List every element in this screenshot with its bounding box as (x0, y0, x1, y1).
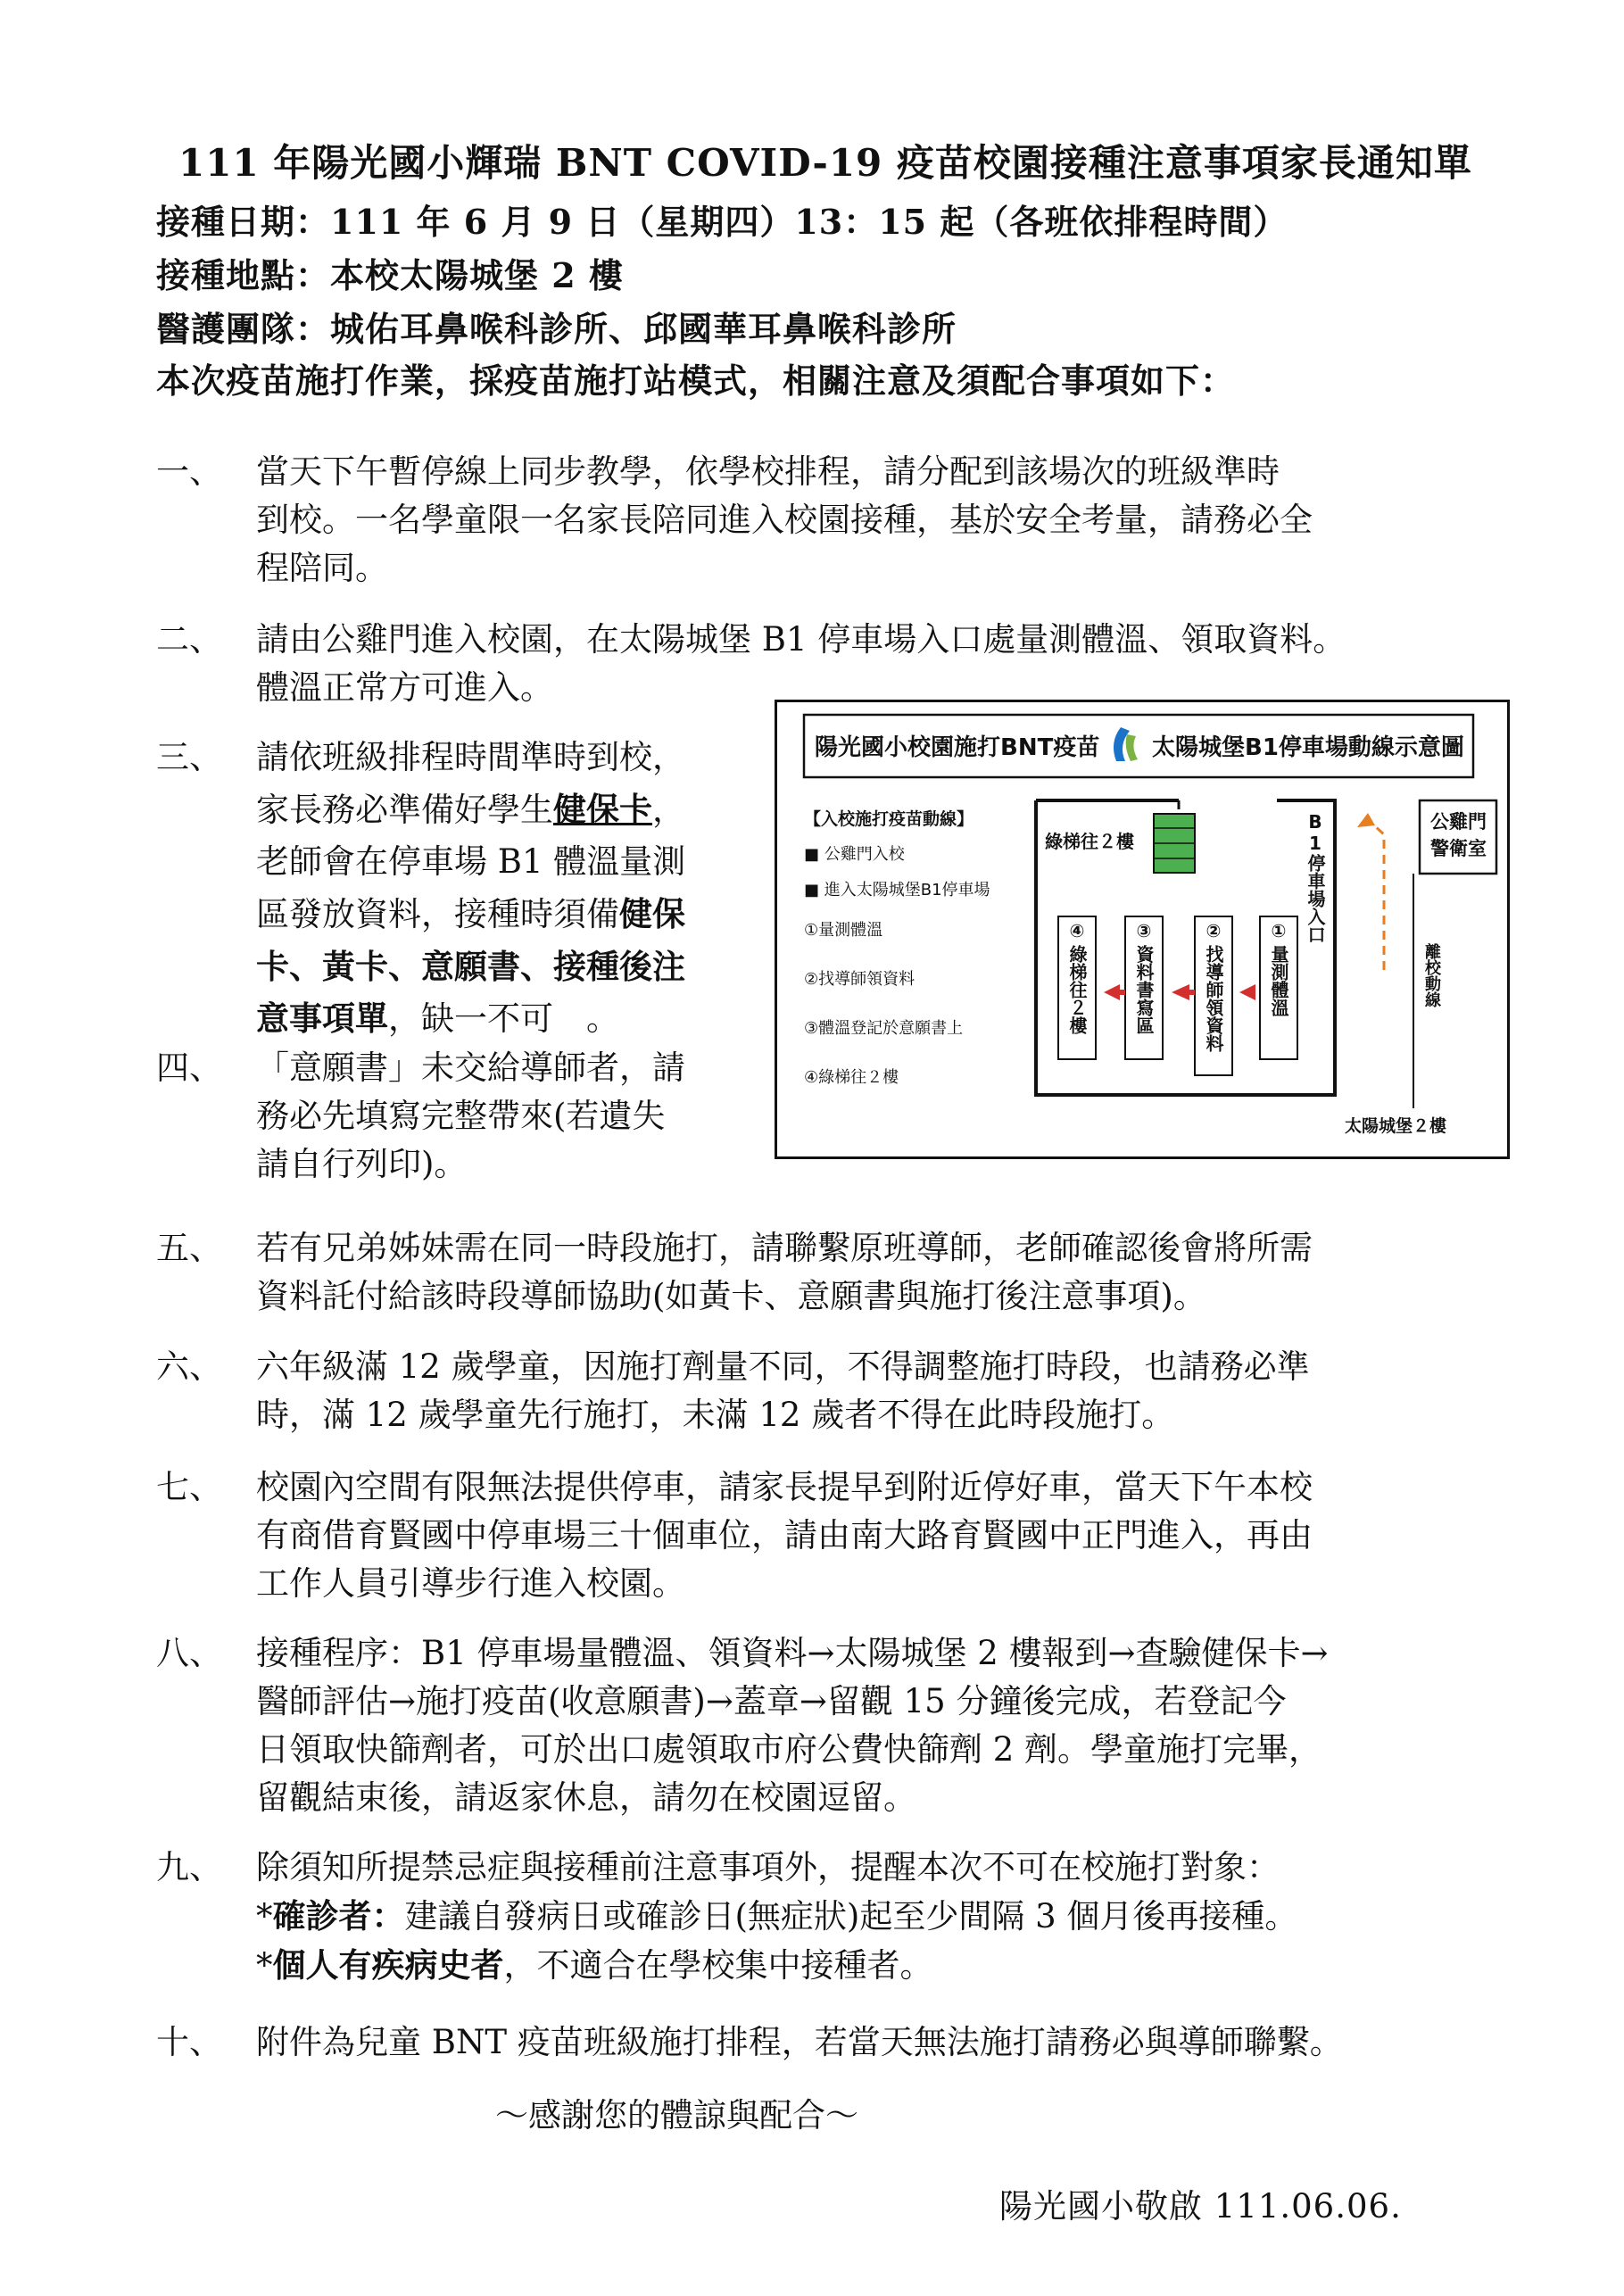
legend-item: ①量測體溫 (804, 921, 883, 940)
thanks-line: ～感謝您的體諒與配合～ (495, 2096, 858, 2134)
item-text: 務必先填寫完整帶來(若遺失 (256, 1097, 666, 1135)
item-text: *個人有疾病史者，不適合在學校集中接種者。 (256, 1945, 933, 1985)
item-text: 請依班級排程時間準時到校， (256, 738, 685, 776)
item-text: 接種程序：B1 停車場量體溫、領資料→太陽城堡 2 樓報到→查驗健保卡→ (256, 1634, 1329, 1672)
item-number: 七、 (156, 1468, 222, 1506)
parking-route-diagram (775, 700, 1510, 1159)
item-number: 二、 (156, 620, 222, 659)
intro-line: 本次疫苗施打作業，採疫苗施打站模式，相關注意及須配合事項如下： (156, 361, 1236, 401)
station-3-label: 資料書寫區 (1133, 945, 1155, 1034)
item-text: 家長務必準備好學生健保卡， (256, 790, 685, 829)
station-4-number: ④ (1066, 920, 1088, 941)
health-card-emphasis: 健保卡 (553, 790, 652, 829)
diagram-title-left: 陽光國小校園施打BNT疫苗 (815, 734, 1100, 761)
item-number: 五、 (156, 1229, 222, 1267)
item-number: 一、 (156, 452, 222, 491)
item-text: 校園內空間有限無法提供停車，請家長提早到附近停好車，當天下午本校 (256, 1468, 1313, 1506)
item-text: 除須知所提禁忌症與接種前注意事項外，提醒本次不可在校施打對象： (256, 1848, 1280, 1886)
station-2-label: 找導師領資料 (1203, 945, 1224, 1052)
item-text: 當天下午暫停線上同步教學，依學校排程，請分配到該場次的班級準時 (256, 452, 1280, 491)
castle-2f-label: 太陽城堡２樓 (1345, 1116, 1447, 1136)
station-1-label: 量測體溫 (1268, 945, 1289, 1016)
diagram-title-right: 太陽城堡B1停車場動線示意圖 (1152, 734, 1464, 761)
item-text: 資料託付給該時段導師協助(如黃卡、意願書與施打後注意事項)。 (256, 1277, 1206, 1315)
guard-room-label: 警衛室 (1430, 838, 1487, 859)
signature-line: 陽光國小敬啟 111.06.06. (999, 2187, 1402, 2226)
notice-title: 111 年陽光國小輝瑞 BNT COVID-19 疫苗校園接種注意事項家長通知單 (178, 141, 1472, 185)
item-number: 六、 (156, 1347, 222, 1386)
item-text: 卡、黃卡、意願書、接種後注 (256, 947, 685, 986)
legend-item: ■ 進入太陽城堡B1停車場 (804, 881, 990, 899)
item-text: 工作人員引導步行進入校園。 (256, 1564, 685, 1603)
vaccination-place: 接種地點：本校太陽城堡 2 樓 (156, 255, 624, 295)
item-text: 時，滿 12 歲學童先行施打，未滿 12 歲者不得在此時段施打。 (256, 1396, 1175, 1434)
station-3-number: ③ (1133, 920, 1155, 941)
b1-entrance-label: B1停車場入口 (1305, 811, 1326, 943)
item-text: 附件為兒童 BNT 疫苗班級施打排程，若當天無法施打請務必與導師聯繫。 (256, 2023, 1343, 2061)
medical-team: 醫護團隊：城佑耳鼻喉科診所、邱國華耳鼻喉科診所 (156, 309, 957, 349)
legend-item: ④綠梯往２樓 (804, 1068, 899, 1087)
legend-title: 【入校施打疫苗動線】 (804, 809, 974, 829)
item-number: 九、 (156, 1848, 222, 1886)
item-text: 體溫正常方可進入。 (256, 668, 553, 707)
item-text: *確診者：建議自發病日或確診日(無症狀)起至少間隔 3 個月後再接種。 (256, 1896, 1298, 1935)
station-2-number: ② (1203, 920, 1224, 941)
leave-route-label: 離校動線 (1422, 943, 1441, 1007)
item-text: 醫師評估→施打疫苗(收意願書)→蓋章→留觀 15 分鐘後完成，若登記今 (256, 1682, 1287, 1720)
school-logo-icon (1114, 727, 1138, 761)
item-text: 若有兄弟姊妹需在同一時段施打，請聯繫原班導師，老師確認後會將所需 (256, 1229, 1313, 1267)
item-text: 程陪同。 (256, 549, 388, 587)
item-number: 八、 (156, 1634, 222, 1672)
item-text: 留觀結束後，請返家休息，請勿在校園逗留。 (256, 1778, 916, 1817)
station-4-label: 綠梯往２樓 (1066, 945, 1088, 1034)
item-text: 區發放資料，接種時須備健保 (256, 894, 685, 933)
entry-flow-arrow-icon (1366, 818, 1384, 970)
gate-label: 公雞門 (1430, 811, 1487, 833)
item-number: 四、 (156, 1049, 222, 1087)
item-text: 老師會在停車場 B1 體溫量測 (256, 842, 686, 881)
item-text: 日領取快篩劑者，可於出口處領取市府公費快篩劑 2 劑。學童施打完畢， (256, 1730, 1322, 1769)
item-text: 請自行列印)。 (256, 1145, 468, 1183)
legend-item: ③體溫登記於意願書上 (804, 1019, 964, 1038)
elevator-label: 綠梯往２樓 (1045, 831, 1134, 852)
item-text: 到校。一名學童限一名家長陪同進入校園接種，基於安全考量，請務必全 (256, 501, 1313, 539)
item-text: 六年級滿 12 歲學童，因施打劑量不同，不得調整施打時段，也請務必準 (256, 1347, 1310, 1386)
station-1-number: ① (1268, 920, 1289, 941)
legend-item: ②找導師領資料 (804, 970, 916, 989)
item-number: 三、 (156, 738, 222, 776)
item-text: 意事項單，缺一不可 。 (256, 999, 619, 1038)
item-text: 有商借育賢國中停車場三十個車位，請由南大路育賢國中正門進入，再由 (256, 1516, 1313, 1554)
vaccination-date: 接種日期：111 年 6 月 9 日（星期四）13：15 起（各班依排程時間） (156, 202, 1288, 242)
item-number: 十、 (156, 2023, 222, 2061)
item-text: 請由公雞門進入校園，在太陽城堡 B1 停車場入口處量測體溫、領取資料。 (256, 620, 1346, 659)
item-text: 「意願書」未交給導師者，請 (256, 1049, 685, 1087)
legend-item: ■ 公雞門入校 (804, 845, 905, 864)
